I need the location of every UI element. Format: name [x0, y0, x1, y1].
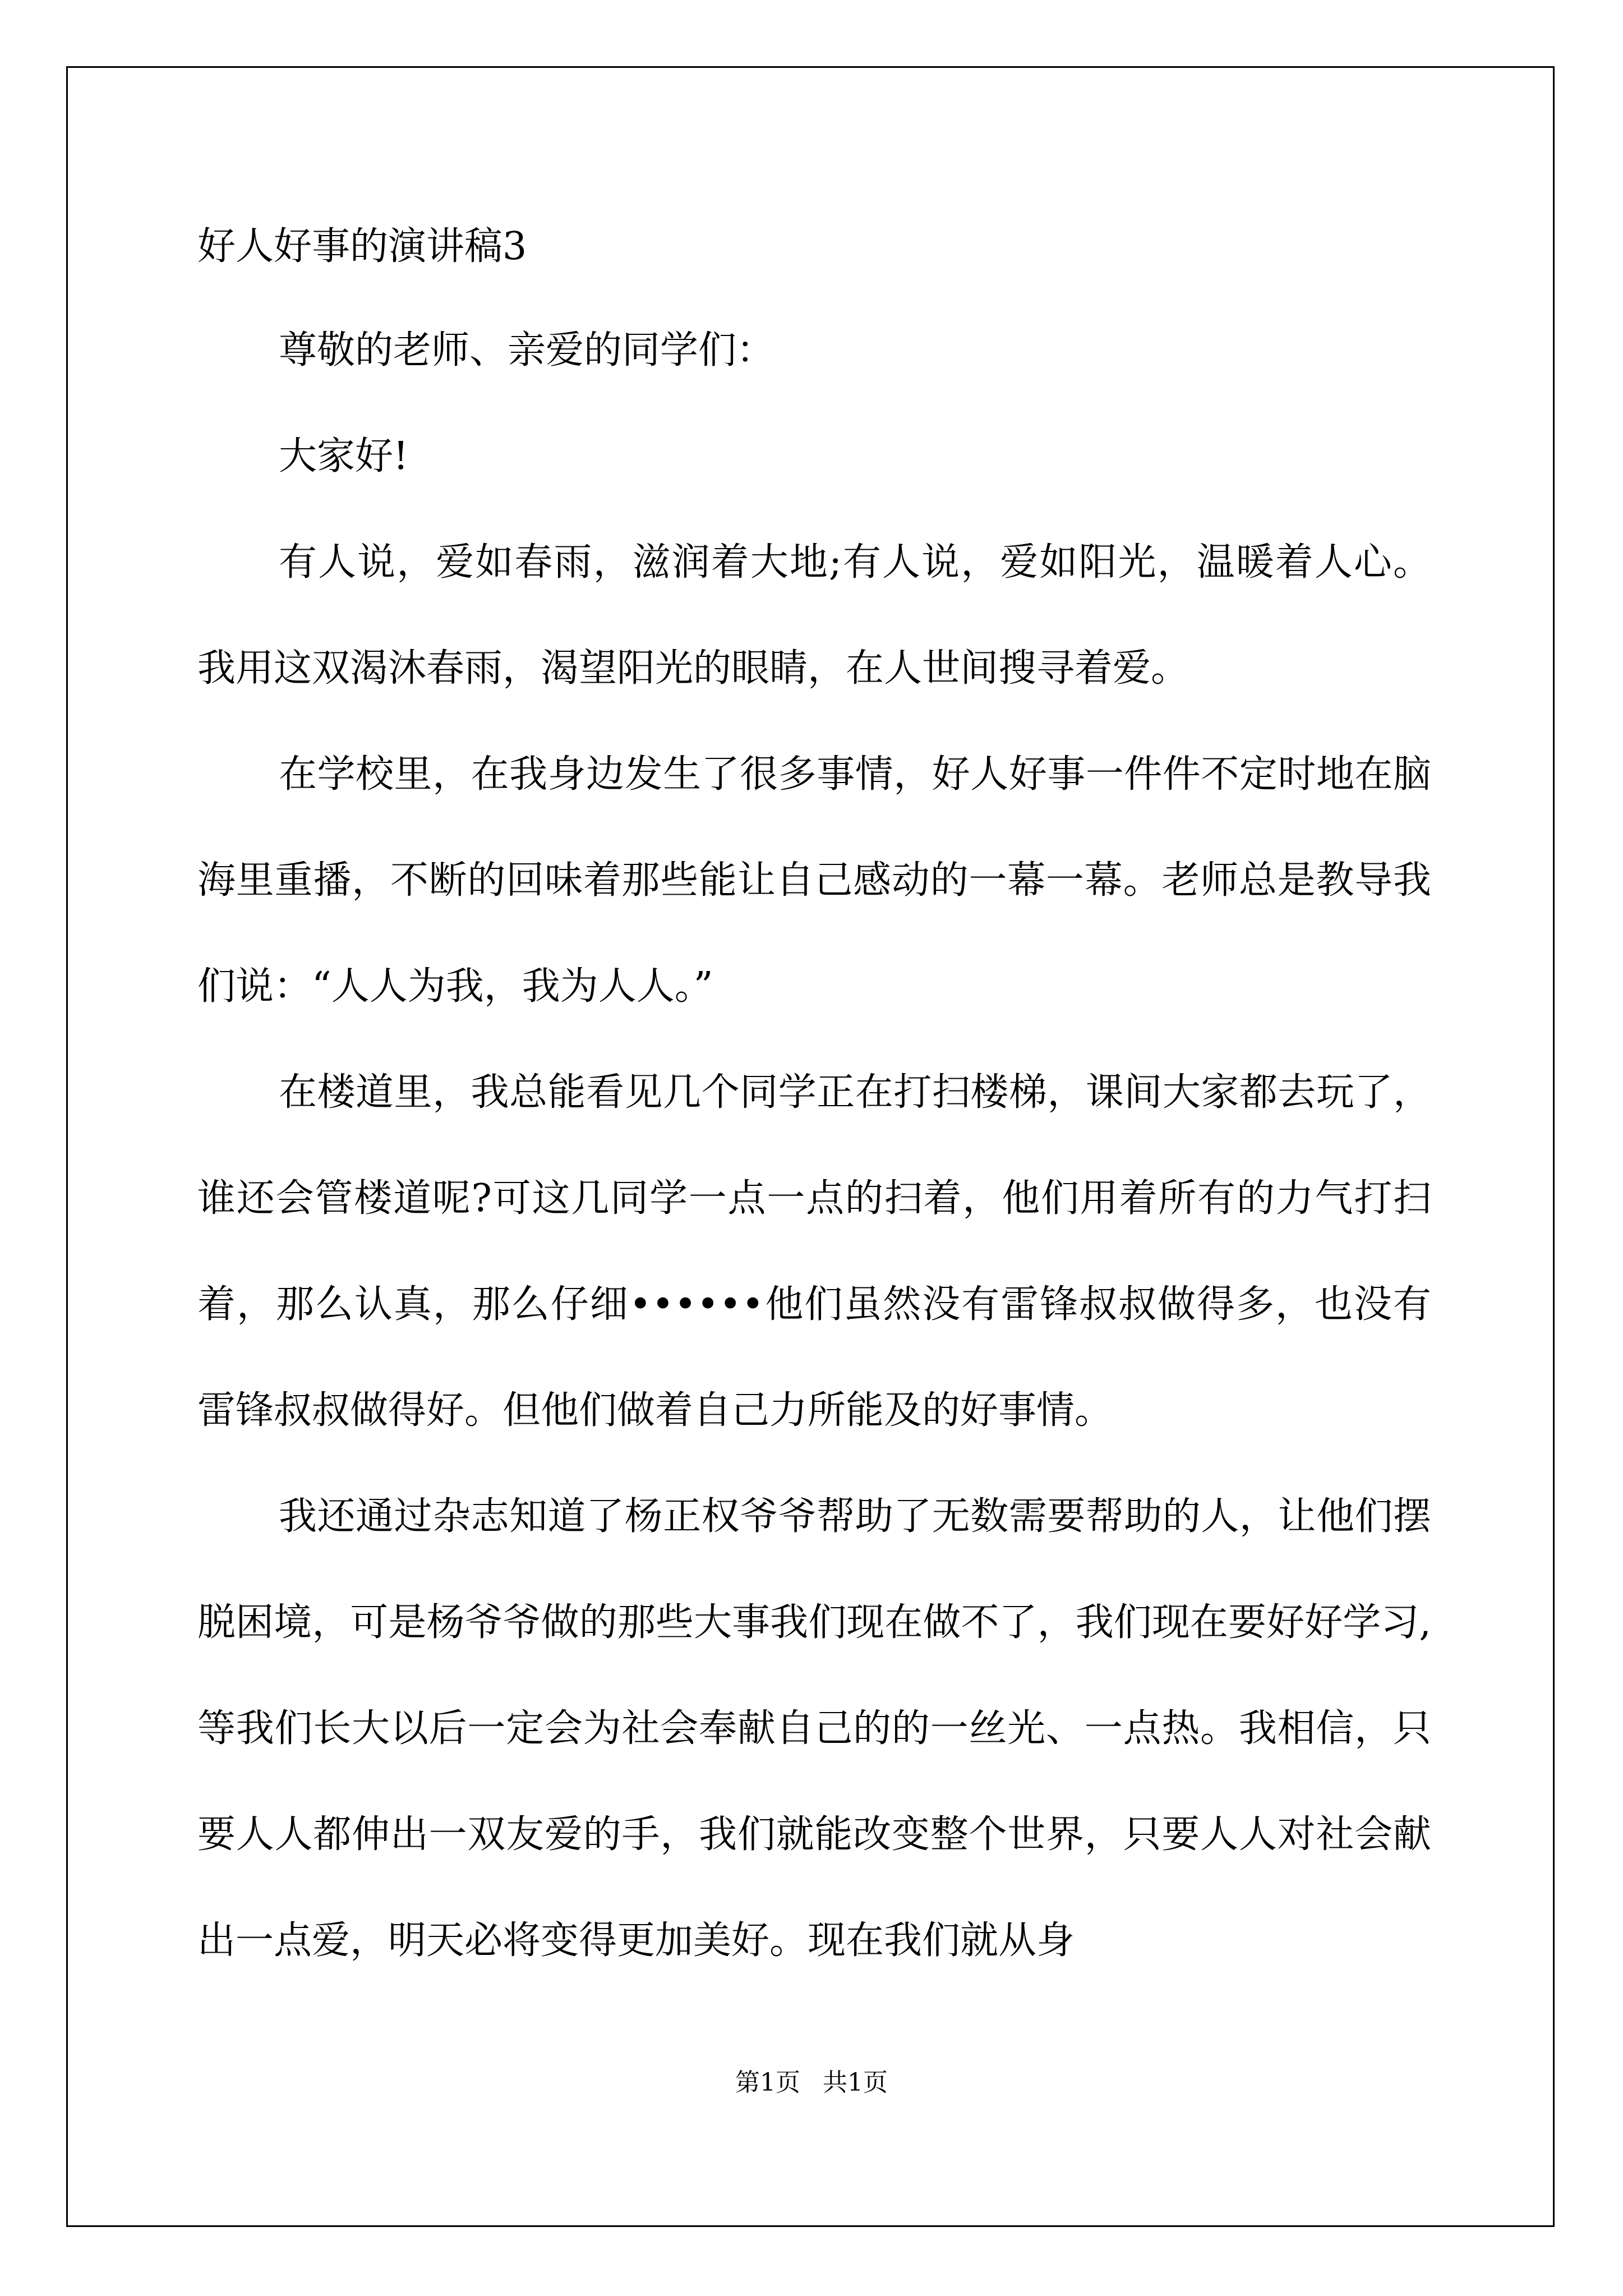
paragraph-school: 在学校里，在我身边发生了很多事情，好人好事一件件不定时地在脑海里重播，不断的回味着那些能让自己感动的一幕一幕。老师总是教导我们说：“人人为我，我为人人。”	[197, 752, 1431, 1009]
paragraph-love-metaphor: 有人说，爱如春雨，滋润着大地;有人说，爱如阳光，温暖着人心。我用这双渴沐春雨，渴望阳光的眼睛，在人世间搜寻着爱。	[197, 540, 1431, 691]
paragraph-greeting: 大家好!	[279, 434, 409, 478]
paragraph-salutation: 尊敬的老师、亲爱的同学们：	[279, 328, 775, 372]
document-body	[197, 213, 1431, 1994]
page-footer	[0, 2062, 1623, 2098]
paragraph-magazine: 我还通过杂志知道了杨正权爷爷帮助了无数需要帮助的人，让他们摆脱困境，可是杨爷爷做的那些大事我们现在做不了，我们现在要好好学习,等我们长大以后一定会为社会奉献自己的的一丝光、一点热。我相信，只要人人都伸出一双友爱的手，我们就能改变整个世界，只要人人对社会献出一点爱，明天必将变得更加美好。现在我们就从身	[197, 1494, 1431, 1963]
page-total: 共1页	[823, 2068, 888, 2097]
paragraph-stairwell: 在楼道里，我总能看见几个同学正在打扫楼梯，课间大家都去玩了，谁还会管楼道呢?可这几同学一点一点的扫着，他们用着所有的力气打扫着，那么认真，那么仔细••••••他们虽然没有雷锋叔叔做得多，也没有雷锋叔叔做得好。但他们做着自己力所能及的好事情。	[197, 1070, 1431, 1433]
document-title: 好人好事的演讲稿3	[197, 224, 527, 269]
page-number: 第1页	[735, 2068, 800, 2097]
